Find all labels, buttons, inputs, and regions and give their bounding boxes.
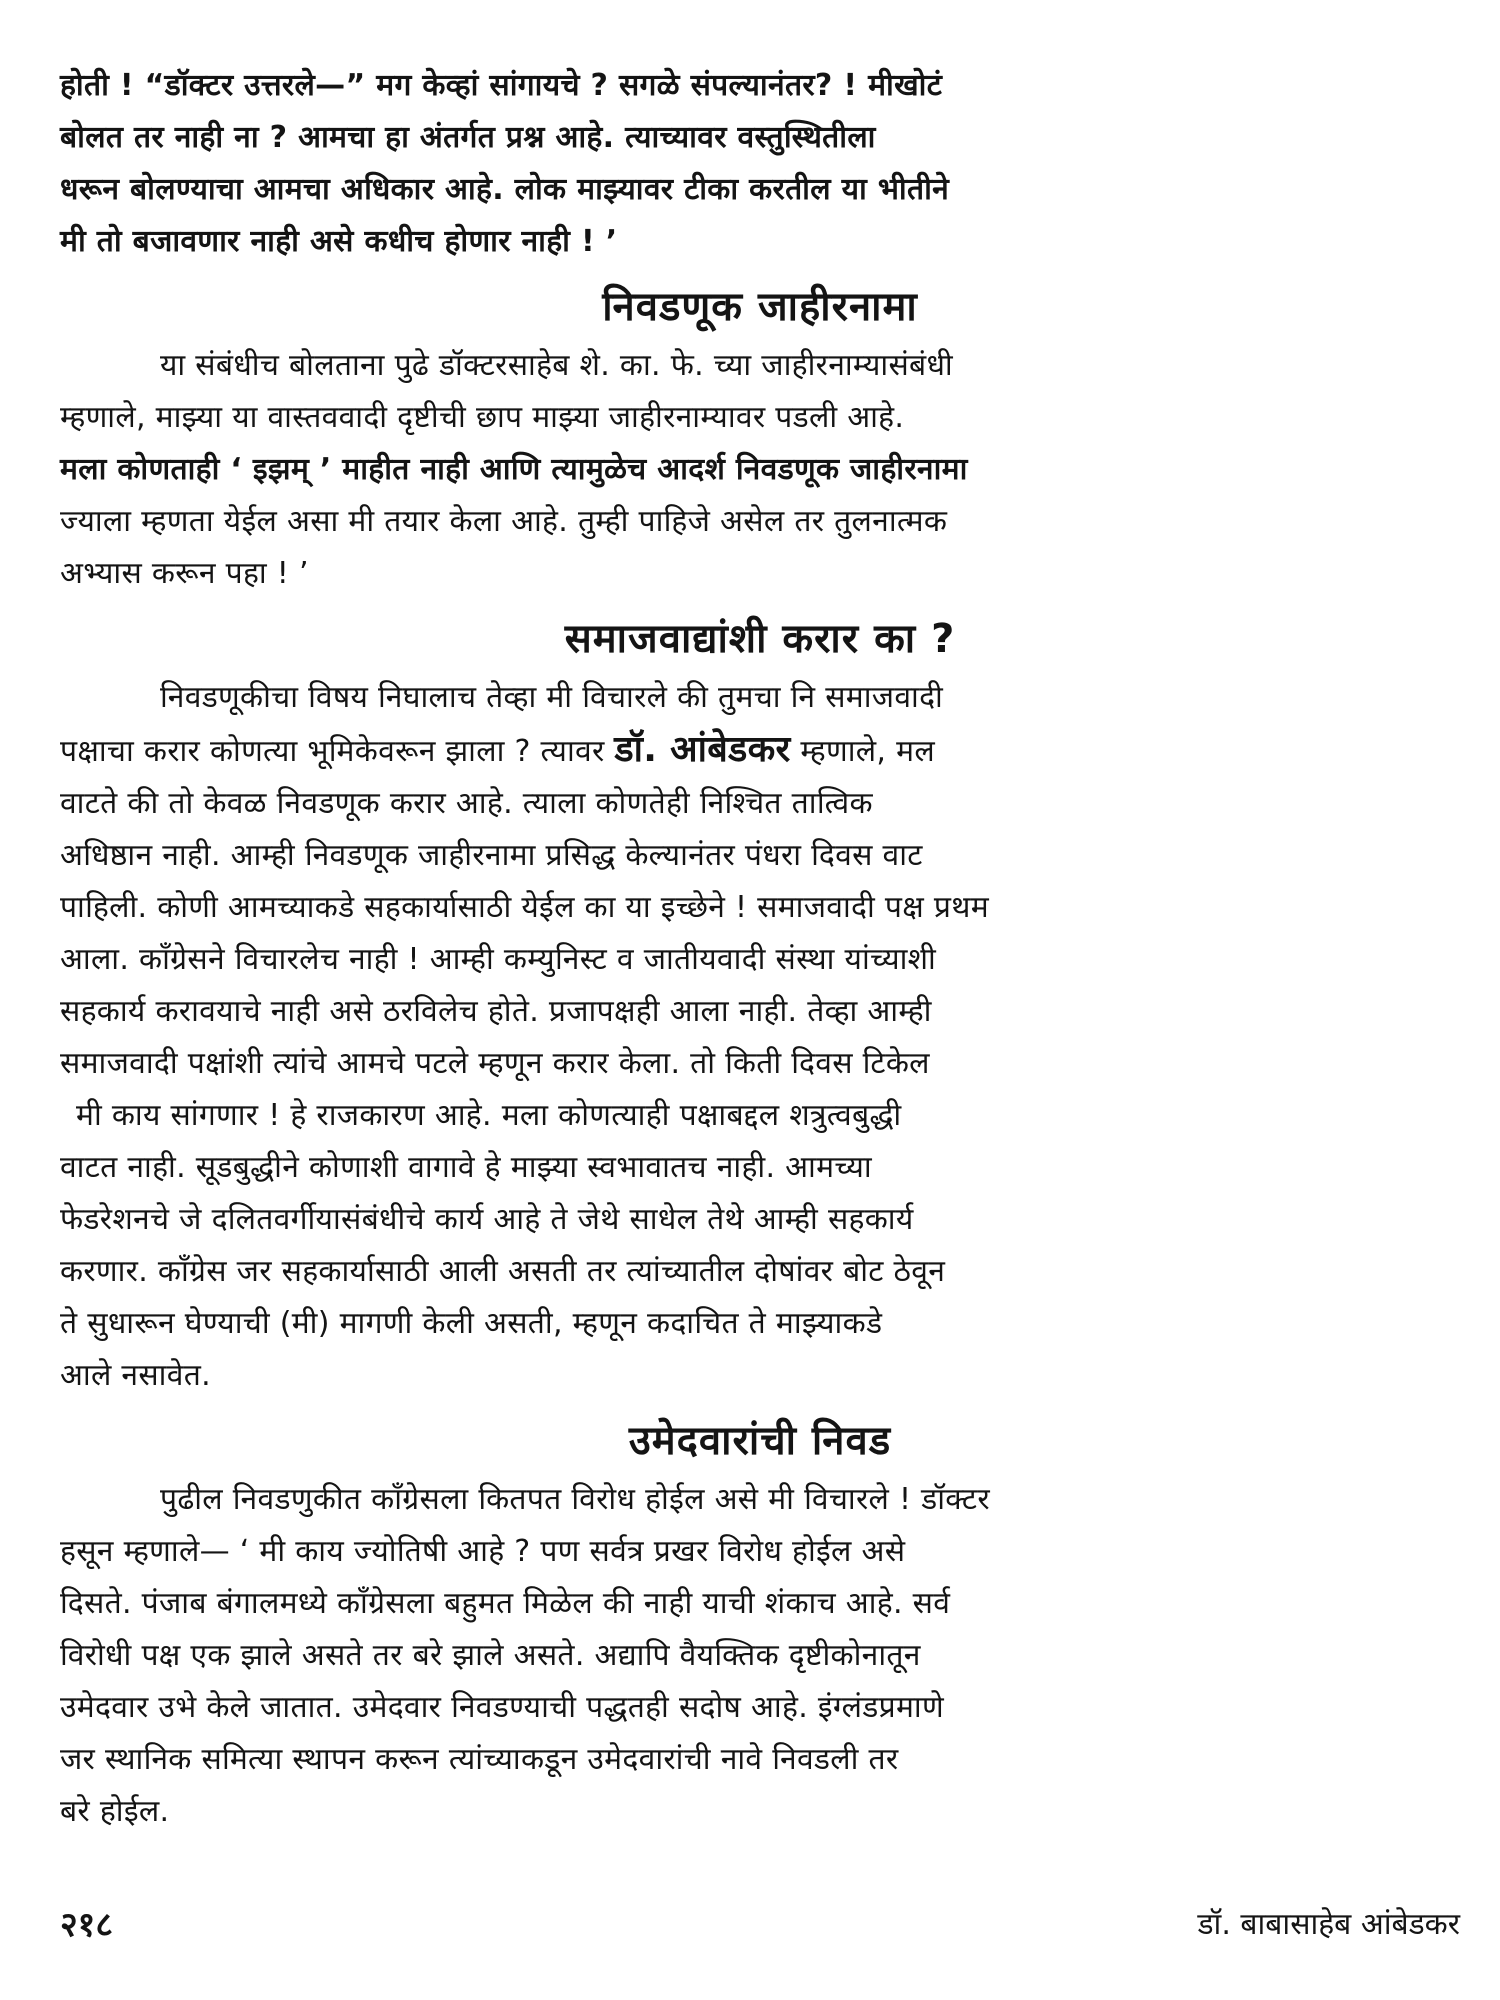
running-footer-author: डॉ. बाबासाहेब आंबेडकर [1197, 1907, 1460, 1942]
text-line [60, 1350, 1460, 1402]
section-heading: समाजवाद्यांशी करार का ? [564, 616, 956, 662]
text-run: निवडणूकीचा विषय निघालाच तेव्हा मी विचारले की तुमचा नि समाजवादी [160, 680, 944, 715]
text-line [60, 1142, 1460, 1194]
section-candidate-selection [60, 1410, 1460, 1838]
text-line: दिसते. पंजाब बंगालमध्ये काँग्रेसला बहुमत मिळेल की नाही याची शंकाच आहे. सर्व [60, 1586, 951, 1621]
text-line [60, 934, 1460, 986]
text-line: ज्याला म्हणता येईल असा मी तयार केला आहे. तुम्ही पाहिजे असेल तर तुलनात्मक [60, 504, 948, 539]
text-line: जर स्थानिक समित्या स्थापन करून त्यांच्याकडून उमेदवारांची नावे निवडली तर [60, 1742, 899, 1777]
text-line: मी तो बजावणार नाही असे कधीच होणार नाही ! ’ [60, 224, 618, 259]
text-line [60, 882, 1460, 934]
text-run: सहकार्य करावयाचे नाही असे ठरविलेच होते. प्रजापक्षही आला नाही. तेव्हा आम्ही [60, 994, 932, 1029]
section-heading: उमेदवारांची निवड [628, 1418, 892, 1464]
ambedkar-name: डॉ. आंबेडकर [614, 729, 791, 770]
text-line: बोलत तर नाही ना ? आमचा हा अंतर्गत प्रश्न आहे. त्याच्यावर वस्तुस्थितीला [60, 120, 876, 155]
text-run: फेडरेशनचे जे दलितवर्गीयासंबंधीचे कार्य आहे ते जेथे साधेल तेथे आम्ही सहकार्य [60, 1202, 914, 1237]
text-line: हसून म्हणाले— ‘ मी काय ज्योतिषी आहे ? पण सर्वत्र प्रखर विरोध होईल असे [60, 1534, 906, 1569]
text-line [60, 724, 1460, 778]
text-run: अधिष्ठान नाही. आम्ही निवडणूक जाहीरनामा प्रसिद्ध केल्यानंतर पंधरा दिवस वाट [60, 838, 923, 873]
text-line [60, 1194, 1460, 1246]
section-socialist-pact [60, 608, 1460, 1402]
text-run: आला. काँग्रेसने विचारलेच नाही ! आम्ही कम्युनिस्ट व जातीयवादी संस्था यांच्याशी [60, 942, 937, 977]
text-line: म्हणाले, माझ्या या वास्तववादी दृष्टीची छाप माझ्या जाहीरनाम्यावर पडली आहे. [60, 400, 905, 435]
text-line: होती ! “डॉक्टर उत्तरले—” मग केव्हां सांगायचे ? सगळे संपल्यानंतर? ! मीखोटं [60, 68, 943, 103]
section-election-manifesto [60, 276, 1460, 600]
text-run: ते सुधारून घेण्याची (मी) मागणी केली असती, म्हणून कदाचित ते माझ्याकडे [60, 1306, 883, 1341]
text-line: या संबंधीच बोलताना पुढे डॉक्टरसाहेब शे. का. फे. च्या जाहीरनाम्यासंबंधी [160, 348, 953, 383]
text-line: मला कोणताही ‘ इझम् ’ माहीत नाही आणि त्यामुळेच आदर्श निवडणूक जाहीरनामा [60, 452, 968, 487]
intro-paragraph [60, 60, 1460, 268]
page-footer [60, 1900, 1460, 1950]
text-line: पुढील निवडणुकीत काँग्रेसला कितपत विरोध होईल असे मी विचारले ! डॉक्टर [160, 1482, 990, 1517]
text-line [60, 672, 1460, 724]
text-line: उमेदवार उभे केले जातात. उमेदवार निवडण्याची पद्धतही सदोष आहे. इंग्लंडप्रमाणे [60, 1690, 944, 1725]
text-line [60, 986, 1460, 1038]
text-line: विरोधी पक्ष एक झाले असते तर बरे झाले असते. अद्यापि वैयक्तिक दृष्टीकोनातून [60, 1638, 921, 1673]
text-run: वाटत नाही. सूडबुद्धीने कोणाशी वागावे हे माझ्या स्वभावातच नाही. आमच्या [60, 1150, 872, 1185]
text-run: करणार. काँग्रेस जर सहकार्यासाठी आली असती तर त्यांच्यातील दोषांवर बोट ठेवून [60, 1254, 946, 1289]
text-line: बरे होईल. [60, 1794, 170, 1829]
page-number: २१८ [60, 1905, 114, 1945]
text-run: पक्षाचा करार कोणत्या भूमिकेवरून झाला ? त्यावर [60, 734, 615, 769]
text-line [60, 778, 1460, 830]
text-run: वाटते की तो केवळ निवडणूक करार आहे. त्याला कोणतेही निश्चित तात्विक [60, 786, 873, 821]
text-line: धरून बोलण्याचा आमचा अधिकार आहे. लोक माझ्यावर टीका करतील या भीतीने [60, 172, 950, 207]
text-line [60, 1246, 1460, 1298]
text-run: म्हणाले, मल [790, 734, 935, 769]
text-line: अभ्यास करून पहा ! ’ [60, 556, 309, 591]
text-run: मी काय सांगणार ! हे राजकारण आहे. मला कोणत्याही पक्षाबद्दल शत्रुत्वबुद्धी [76, 1098, 902, 1133]
text-run: आले नसावेत. [60, 1358, 211, 1393]
text-line [60, 1090, 1460, 1142]
text-run: पाहिली. कोणी आमच्याकडे सहकार्यासाठी येईल का या इच्छेने ! समाजवादी पक्ष प्रथम [60, 890, 989, 925]
text-line [60, 1298, 1460, 1350]
text-line [60, 1038, 1460, 1090]
text-run: समाजवादी पक्षांशी त्यांचे आमचे पटले म्हणून करार केला. तो किती दिवस टिकेल [60, 1046, 930, 1081]
section-heading: निवडणूक जाहीरनामा [602, 284, 918, 330]
text-line [60, 830, 1460, 882]
